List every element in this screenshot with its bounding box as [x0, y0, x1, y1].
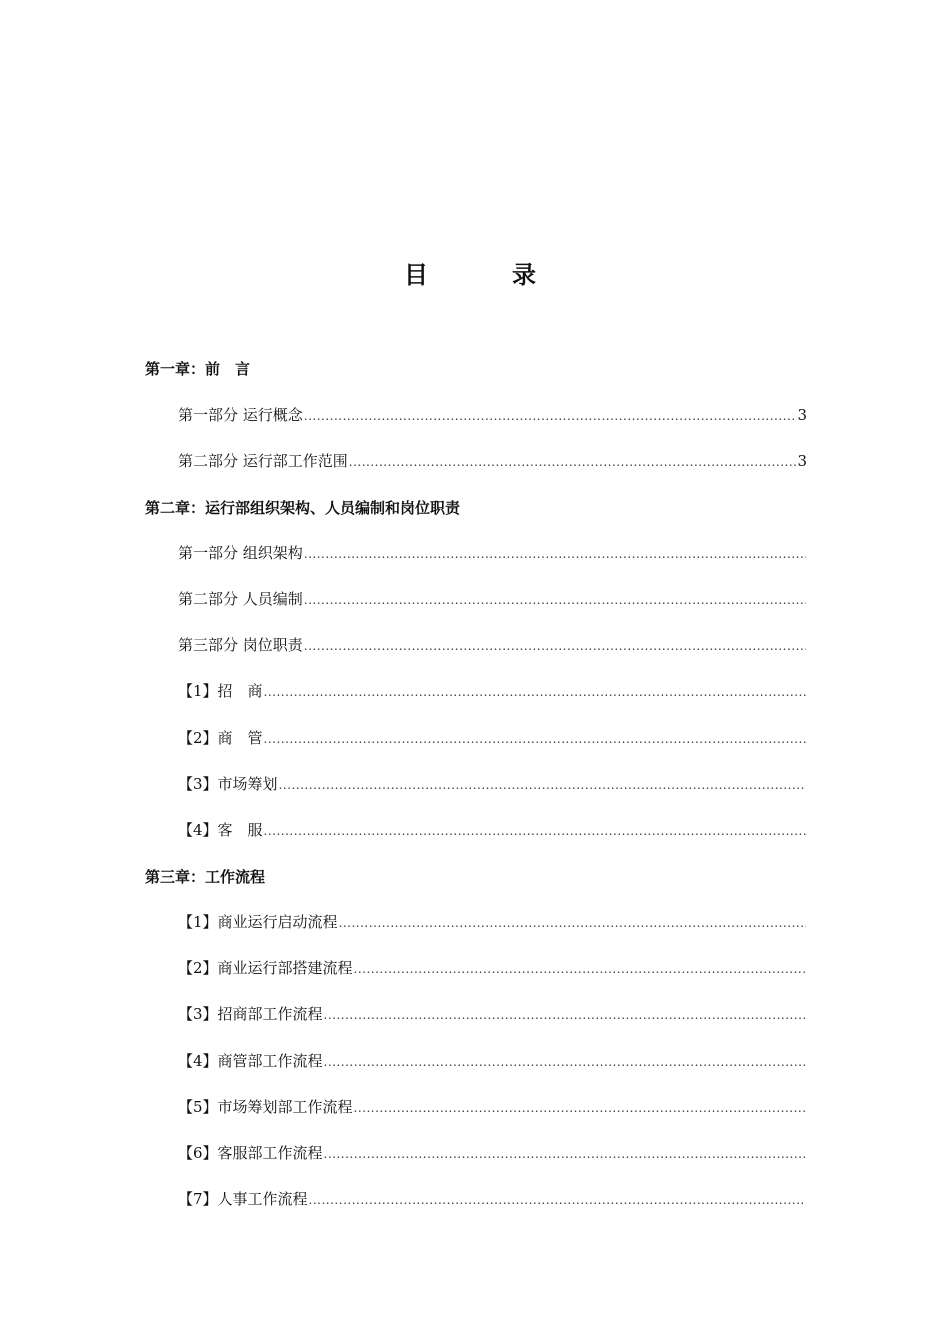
dot-leader — [264, 728, 806, 750]
chapter-heading[interactable] — [145, 866, 807, 888]
toc-entry-label: 第一部分 运行概念 — [178, 406, 303, 424]
toc-entry[interactable] — [178, 727, 807, 749]
toc-entry-label: 第一部分 组织架构 — [178, 544, 303, 562]
toc-entry[interactable] — [178, 450, 807, 472]
dot-leader — [304, 543, 806, 565]
toc-entry-label: 第二部分 运行部工作范围 — [178, 452, 348, 470]
toc-entry[interactable] — [178, 773, 807, 795]
dot-leader — [304, 635, 806, 657]
toc-entry[interactable] — [178, 1188, 807, 1210]
toc-entry-label: 【3】市场筹划 — [178, 775, 278, 793]
dot-leader — [279, 774, 806, 796]
toc-entry-label: 第三部分 岗位职责 — [178, 636, 303, 654]
toc-entry-label: 【3】招商部工作流程 — [178, 1005, 323, 1023]
dot-leader — [324, 1004, 806, 1026]
toc-entry-label: 【4】客 服 — [178, 821, 263, 839]
toc-entry[interactable] — [178, 542, 807, 564]
chapter-heading-label: 第三章：工作流程 — [145, 868, 266, 886]
toc-entry-page: 3 — [797, 406, 807, 424]
toc-entry-label: 【5】市场筹划部工作流程 — [178, 1098, 353, 1116]
toc-entry[interactable] — [178, 819, 807, 841]
dot-leader — [349, 451, 797, 473]
toc-entry[interactable] — [178, 1003, 807, 1025]
dot-leader — [339, 912, 806, 934]
dot-leader — [264, 681, 806, 703]
dot-leader — [324, 1143, 806, 1165]
toc-title: 目 录 — [404, 261, 566, 289]
toc-entry[interactable] — [178, 404, 807, 426]
toc-entry-label: 【6】客服部工作流程 — [178, 1144, 323, 1162]
dot-leader — [354, 958, 806, 980]
dot-leader — [264, 820, 806, 842]
toc-entry-label: 【4】商管部工作流程 — [178, 1052, 323, 1070]
toc-entry-label: 第二部分 人员编制 — [178, 590, 303, 608]
dot-leader — [324, 1051, 806, 1073]
toc-entry-label: 【1】招 商 — [178, 682, 263, 700]
chapter-heading-label: 第二章：运行部组织架构、人员编制和岗位职责 — [145, 499, 461, 517]
chapter-heading[interactable] — [145, 497, 807, 519]
chapter-heading[interactable] — [145, 358, 807, 380]
toc-entry[interactable] — [178, 1050, 807, 1072]
toc-entry[interactable] — [178, 680, 807, 702]
toc-entry[interactable] — [178, 588, 807, 610]
toc-entry-page: 3 — [797, 452, 807, 470]
dot-leader — [304, 405, 797, 427]
chapter-heading-label: 第一章：前 言 — [145, 360, 251, 378]
toc-entry-label: 【7】人事工作流程 — [178, 1190, 308, 1208]
toc-entry[interactable] — [178, 957, 807, 979]
toc-entry-label: 【1】商业运行启动流程 — [178, 913, 338, 931]
toc-entry-label: 【2】商业运行部搭建流程 — [178, 959, 353, 977]
dot-leader — [304, 589, 806, 611]
dot-leader — [354, 1097, 806, 1119]
toc-entry[interactable] — [178, 1096, 807, 1118]
dot-leader — [309, 1189, 806, 1211]
toc-entry[interactable] — [178, 1142, 807, 1164]
toc-entry[interactable] — [178, 634, 807, 656]
toc-entry[interactable] — [178, 911, 807, 933]
toc-entry-label: 【2】商 管 — [178, 729, 263, 747]
